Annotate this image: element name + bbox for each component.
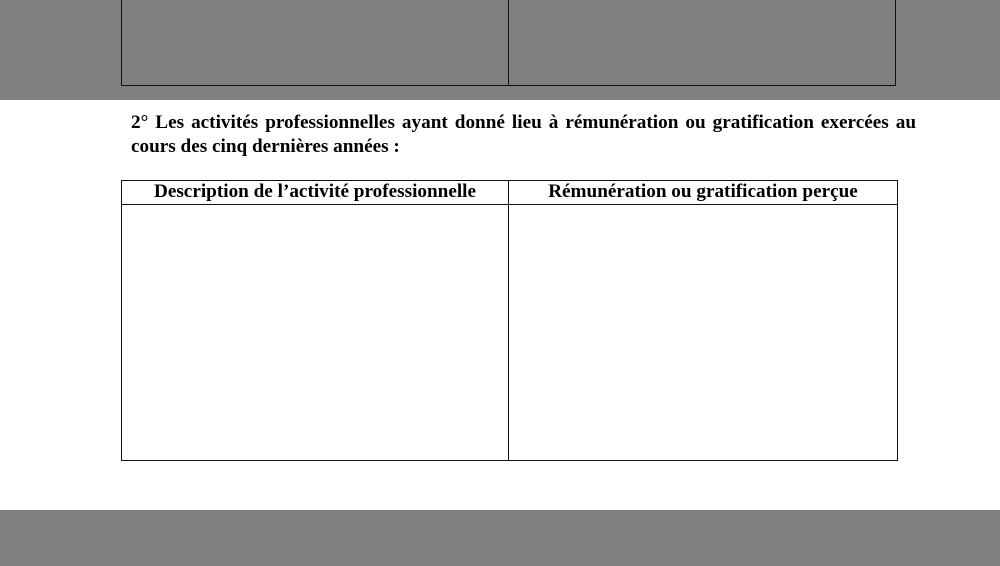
document-page: [0, 100, 1000, 510]
previous-table-fragment: [121, 0, 896, 86]
table-row: [122, 205, 898, 461]
section-heading: 2° Les activités professionnelles ayant donné lieu à rémunération ou gratification exercées au cours des cinq dernières années :: [131, 112, 916, 157]
header-activity-description: Description de l’activité professionnelle: [122, 181, 509, 205]
header-remuneration: Rémunération ou gratification perçue: [509, 181, 898, 205]
professional-activities-table: [121, 180, 898, 461]
cell-remuneration[interactable]: [509, 205, 898, 461]
cell-activity-description[interactable]: [122, 205, 509, 461]
previous-table-column-divider: [508, 0, 509, 85]
table-header-row: [122, 181, 898, 205]
